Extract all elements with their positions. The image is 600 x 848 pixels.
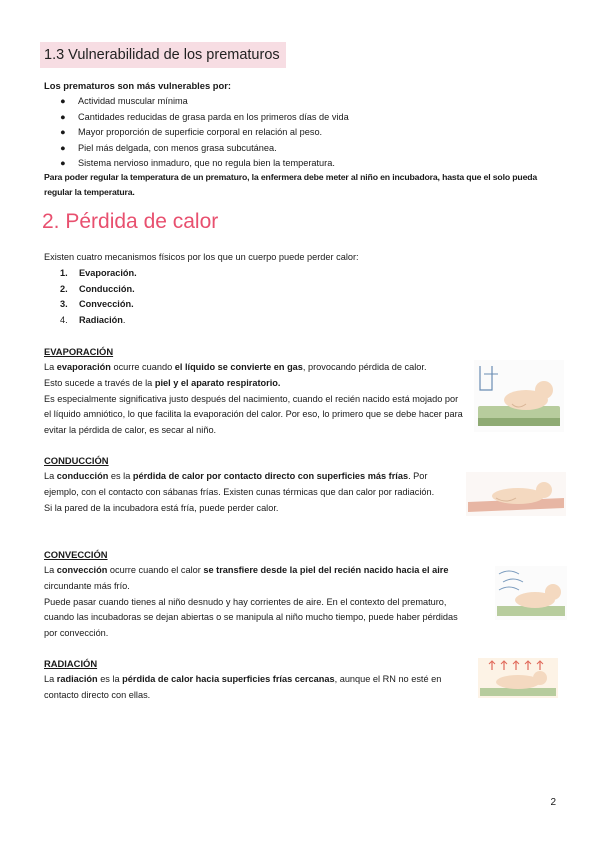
evaporacion-text: La evaporación ocurre cuando el líquido se convierte en gas, provocando pérdida de calor. Esto sucede a través de la piel y el aparato respiratorio. Es especialmente significativa justo después del nacimiento, cuando el recién nacido está mojado por el líquido amniótico, lo que facilita la evaporación del calor. Por eso, lo primero que se debe hacer para evitar la pérdida de calor, es secar al niño. [44,362,463,436]
page-number: 2 [550,797,556,808]
evaporation-illustration [474,360,564,432]
list-item: 3. Convección. [60,299,134,310]
bullet-icon: ● [60,96,66,106]
conveccion-heading: CONVECCIÓN [44,549,108,560]
vulnerability-list [60,94,349,172]
conclusion-text: Para poder regular la temperatura de un prematuro, la enfermera debe meter al niño en incubadora, hasta que el solo pueda regular la temperatura. [44,172,538,197]
bullet-icon: ● [60,111,66,122]
list-item: ● Sistema nervioso inmaduro, que no regula bien la temperatura. [60,156,349,172]
radiacion-text: La radiación es la pérdida de calor hacia superficies frías cercanas, aunque el RN no esté en contacto directo con ellas. [44,674,442,700]
list-item: 1. Evaporación. [60,268,137,278]
radiation-illustration [478,658,558,698]
conduccion-text: La conducción es la pérdida de calor por contacto directo con superficies más frías. Por ejemplo, con el contacto con sábanas frías. Existen cunas térmicas que dan calor por radiación. Si la pared de la incubadora está fría, puede perder calor. [44,471,435,513]
evaporacion-heading: EVAPORACIÓN [44,346,114,357]
list-item: 4. Radiación. [60,314,126,325]
lead-text: Los prematuros son más vulnerables por: [44,80,232,91]
bullet-icon: ● [60,142,66,153]
list-item: ● Piel más delgada, con menos grasa subcutánea. [60,141,349,157]
list-item: ● Cantidades reducidas de grasa parda en los primeros días de vida [60,110,349,126]
list-item: ● Actividad muscular mínima [60,94,349,110]
conveccion-text: La convección ocurre cuando el calor se transfiere desde la piel del recién nacido hacia el aire circundante más frío. Puede pasar cuando tienes al niño desnudo y hay corrientes de aire. En el contexto del prematuro, cuando las incubadoras se dejan abiertas o se manipula al niño mucho tiempo, puede haber pérdidas por convección. [44,565,458,639]
section-heading-1-3: 1.3 Vulnerabilidad de los prematuros [40,42,286,68]
mechanisms-list [60,266,137,328]
conduccion-heading: CONDUCCIÓN [44,455,109,466]
list-item: ● Mayor proporción de superficie corporal en relación al peso. [60,125,349,141]
convection-illustration [495,566,567,620]
radiacion-heading: RADIACIÓN [44,658,98,669]
intro-text: Existen cuatro mecanismos físicos por los que un cuerpo puede perder calor: [44,252,359,262]
section-heading-2: 2. Pérdida de calor [42,210,219,233]
list-item: 2. Conducción. [60,283,135,294]
conduction-illustration [466,472,566,516]
bullet-icon: ● [60,158,66,169]
bullet-icon: ● [60,127,66,138]
